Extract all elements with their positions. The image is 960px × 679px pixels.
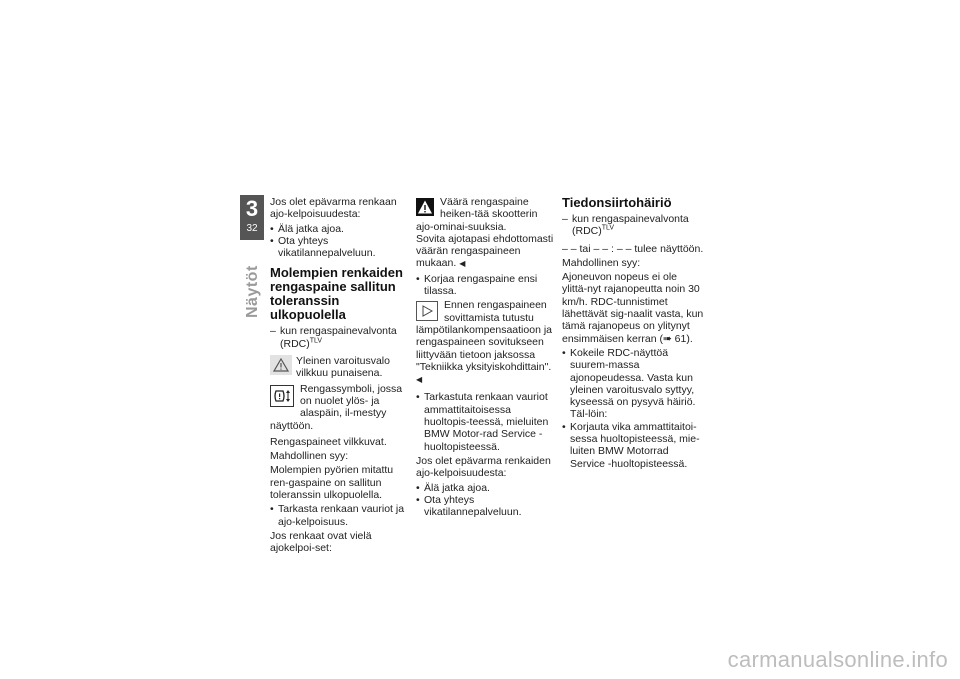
bullet-list [270,223,410,260]
warning-text: Väärä rengaspaine heiken-tää skootterin ajo-ominai-suuksia. [416,196,538,233]
condition-line [270,325,410,350]
paragraph: Jos olet epävarma renkaan ajo-kelpoisuudesta: [270,196,397,221]
bullet-list [270,503,410,528]
paragraph: Rengaspaineet vilkkuvat. [270,435,387,448]
chapter-number: 3 [245,196,259,221]
condition-superscript: TLV [309,337,323,345]
end-mark-icon: ◀ [416,375,423,385]
list-item: • Ota yhteys vikatilannepalveluun. [416,494,556,519]
section-side-label: Näytöt [244,265,261,318]
warning-icon [416,198,434,216]
paragraph: Jos olet epävarma renkaiden ajo-kelpoisuudesta: [416,454,551,480]
warning-block [416,196,556,233]
bullet-list [416,391,556,452]
paragraph: Mahdollinen syy: [562,256,641,269]
warning-triangle-icon [270,355,292,375]
list-item: • Korjauta vika ammattitaitoi-sessa huoltopisteessä, mie-luiten BMW Motorrad Service -huoltopisteessä. [562,421,704,470]
end-mark-icon: ◀ [459,259,466,269]
paragraph: Jos renkaat ovat vielä ajokelpoi-set: [270,529,372,555]
warning-light-text: Yleinen varoitusvalo vilkkuu punaisena. [296,355,390,380]
bullet-list [416,482,556,519]
paragraph [416,233,556,271]
paragraph-text: Sovita ajotapasi ehdottomasti väärän rengaspaineen mukaan. [416,232,554,270]
list-item: • Älä jatka ajoa. [416,482,556,494]
page-number: 32 [246,223,258,234]
list-item: • Älä jatka ajoa. [270,223,410,235]
list-item: • Kokeile RDC-näyttöä suurem-massa ajonopeudessa. Vasta kun yleinen varoitusvalo syttyy, kyseessä on pysyvä häiriö. Täl-löin: [562,347,704,421]
paragraph: Mahdollinen syy: [270,450,349,463]
bullet-list [562,347,704,470]
paragraph: Ajoneuvon nopeus ei ole ylittä-nyt rajanopeutta noin 30 km/h. RDC-tunnistimet lähettävät sig-naalit vasta, kun tämä rajanopeus on ylitynyt ensimmäisen kerran (➠ 61). [562,271,704,345]
condition-text: kun rengaspainevalvonta (RDC) [280,325,397,350]
watermark: carmanualsonline.info [727,647,948,672]
condition-line [562,213,704,238]
column-2 [416,196,556,520]
list-item: • Tarkastuta renkaan vauriot ammattitaitoisessa huoltopis-teessä, mieluiten BMW Motor-rad Service -huoltopisteessä. [416,391,556,452]
tire-symbol-block [270,383,410,432]
section-heading: Tiedonsiirtohäiriö [562,195,672,210]
section-heading: Molempien renkaiden rengaspaine sallitun toleranssin ulkopuolella [270,265,403,323]
tire-symbol-text: Rengassymboli, jossa on nuolet ylös- ja alaspäin, il-mestyy näyttöön. [270,382,403,432]
display-line: – – tai – – : – – tulee näyttöön. [562,242,704,255]
warning-light-row [270,355,410,380]
column-3 [562,196,704,472]
condition-text: kun rengaspainevalvonta (RDC) [572,213,689,238]
list-item: • Ota yhteys vikatilannepalveluun. [270,235,410,260]
list-item: • Korjaa rengaspaine ensi tilassa. [416,273,556,298]
paragraph: Molempien pyörien mitattu ren-gaspaine on sallitun toleranssin ulkopuolella. [270,464,394,502]
tire-pressure-icon [270,385,294,407]
note-text-body: Ennen rengaspaineen sovittamista tutustu lämpötilankompensaatioon ja rengaspaineen sovitukseen liittyvään tietoon jaksossa "Tekniikka yksityiskohdittain". [416,299,553,373]
list-item: • Tarkasta renkaan vauriot ja ajo-kelpoisuus. [270,503,410,528]
chapter-tab [240,195,264,240]
bullet-list [416,273,556,298]
note-play-icon [416,301,438,321]
condition-superscript: TLV [601,224,615,232]
column-1 [270,196,410,557]
note-block [416,299,556,386]
